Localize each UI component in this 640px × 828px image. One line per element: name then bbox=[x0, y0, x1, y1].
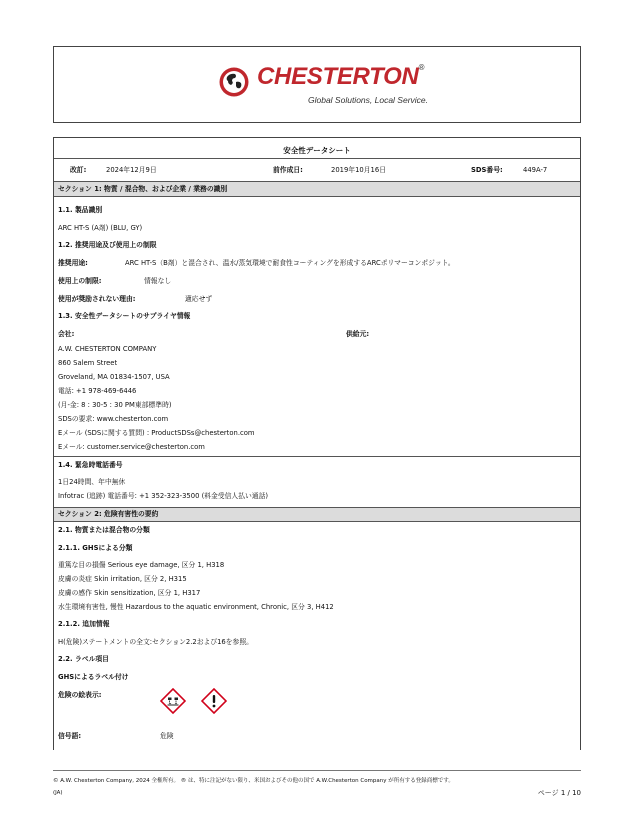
sds-number-label: SDS番号: bbox=[471, 166, 503, 174]
use-restriction-value: 情報なし bbox=[144, 277, 172, 285]
globe-logo-icon bbox=[218, 66, 250, 98]
logo-header bbox=[53, 46, 581, 123]
section-2-header bbox=[54, 507, 580, 522]
recommended-use-title: 1.2. 推奨用途及び使用上の制限 bbox=[58, 241, 157, 249]
registered-mark: ® bbox=[418, 63, 425, 72]
hazard-class-line: 水生環境有害性, 慢性 Hazardous to the aquatic environment, Chronic, 区分 3, H412 bbox=[58, 603, 334, 611]
section-2-title: セクション 2: 危険有害性の要約 bbox=[58, 510, 159, 518]
divider bbox=[54, 456, 580, 457]
divider bbox=[54, 158, 580, 159]
page-number: ページ 1 / 10 bbox=[537, 789, 581, 797]
brand-name: CHESTERTON® bbox=[257, 63, 425, 90]
sds-request-link[interactable]: SDSの要求: www.chesterton.com bbox=[58, 415, 169, 423]
company-line: Groveland, MA 01834-1507, USA bbox=[58, 373, 170, 381]
hazard-class-line: 重篤な目の損傷 Serious eye damage, 区分 1, H318 bbox=[58, 561, 225, 569]
recommended-use-value: ARC HT-S（B剤）と混合され、温水/蒸気環境で耐食性コーティングを形成するARCポリマーコンポジット。 bbox=[125, 259, 455, 267]
company-label: 会社: bbox=[58, 330, 75, 338]
label-elements-title: 2.2. ラベル項目 bbox=[58, 655, 109, 663]
product-name: ARC HT-S (A剤) (BLU, GY) bbox=[58, 224, 143, 232]
revised-date: 2024年12月9日 bbox=[106, 166, 157, 174]
revised-label: 改訂: bbox=[70, 166, 87, 174]
ghs-labelling-title: GHSによるラベル付け bbox=[58, 673, 129, 681]
company-line: 860 Salem Street bbox=[58, 359, 118, 367]
company-phone: 電話: +1 978-469-6446 bbox=[58, 387, 137, 395]
section-1-title: セクション 1: 物質 / 混合物、および企業 / 業務の識別 bbox=[58, 185, 228, 193]
sds-number: 449A-7 bbox=[523, 166, 548, 174]
customer-email-link[interactable]: Eメール: customer.service@chesterton.com bbox=[58, 443, 205, 451]
brand-tagline: Global Solutions, Local Service. bbox=[308, 95, 429, 105]
footer-language: (JA) bbox=[53, 790, 63, 796]
footer-copyright: © A.W. Chesterton Company, 2024 全権所有。 ® は、特に注記がない限り、米国およびその他の国で A.W.Chesterton Company が所有する登録商標です。 bbox=[53, 778, 454, 784]
unrecommended-use-value: 適応せず bbox=[185, 295, 213, 303]
emergency-phone-title: 1.4. 緊急時電話番号 bbox=[58, 461, 123, 469]
supplier-info-title: 1.3. 安全性データシートのサプライヤ情報 bbox=[58, 312, 191, 320]
sds-email-link[interactable]: Eメール (SDSに関する質問) : ProductSDSs@chesterton.com bbox=[58, 429, 255, 437]
additional-info: H(危険)ステートメントの全文:セクション2.2および16を参照。 bbox=[58, 638, 253, 646]
company-hours: (月-金: 8 : 30-5 : 30 PM東部標準時) bbox=[58, 401, 172, 409]
company-line: A.W. CHESTERTON COMPANY bbox=[58, 345, 157, 353]
document-title: 安全性データシート bbox=[283, 146, 351, 155]
section-1-header bbox=[54, 181, 580, 197]
signal-word-value: 危険 bbox=[160, 732, 174, 740]
signal-word-label: 信号語: bbox=[58, 732, 82, 740]
hazard-class-line: 皮膚の感作 Skin sensitization, 区分 1, H317 bbox=[58, 589, 201, 597]
emergency-line: 1日24時間、年中無休 bbox=[58, 478, 126, 486]
additional-info-title: 2.1.2. 追加情報 bbox=[58, 620, 110, 628]
pictogram-label: 危険の絵表示: bbox=[58, 691, 102, 699]
recommended-use-label: 推奨用途: bbox=[58, 259, 88, 267]
supplier-label: 供給元: bbox=[346, 330, 370, 338]
corrosion-icon bbox=[160, 688, 186, 714]
previous-date: 2019年10月16日 bbox=[331, 166, 386, 174]
unrecommended-use-label: 使用が奨励されない理由: bbox=[58, 295, 136, 303]
classification-title: 2.1. 物質または混合物の分類 bbox=[58, 526, 150, 534]
use-restriction-label: 使用上の制限: bbox=[58, 277, 102, 285]
previous-date-label: 前作成日: bbox=[273, 166, 303, 174]
product-identifier-title: 1.1. 製品識別 bbox=[58, 206, 103, 214]
hazard-class-line: 皮膚の炎症 Skin irritation, 区分 2, H315 bbox=[58, 575, 187, 583]
exclamation-icon bbox=[201, 688, 227, 714]
emergency-phone: Infotrac (追跡) 電話番号: +1 352-323-3500 (料金受信人払い通話) bbox=[58, 492, 269, 500]
footer-divider bbox=[53, 770, 581, 771]
ghs-classification-title: 2.1.1. GHSによる分類 bbox=[58, 544, 133, 552]
sds-document bbox=[53, 137, 581, 750]
